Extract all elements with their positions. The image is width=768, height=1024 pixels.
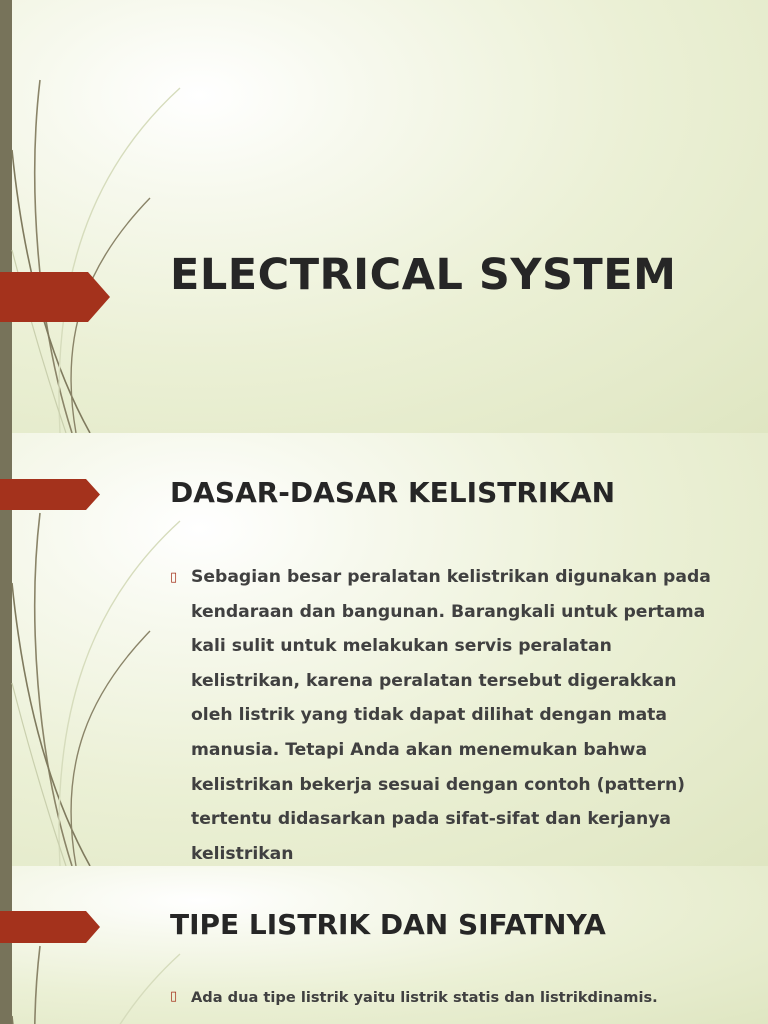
slide-heading: DASAR-DASAR KELISTRIKAN bbox=[170, 476, 616, 509]
accent-arrow-tag bbox=[0, 272, 110, 322]
bullet-box-icon: ▯ bbox=[170, 570, 178, 585]
accent-arrow-tag bbox=[0, 479, 100, 510]
slide-heading: TIPE LISTRIK DAN SIFATNYA bbox=[170, 908, 606, 941]
accent-arrow-tag bbox=[0, 911, 100, 943]
slide-title-electrical-system bbox=[0, 0, 768, 433]
bullet-text: Ada dua tipe listrik yaitu listrik statis dan listrikdinamis. bbox=[191, 989, 658, 1006]
bullet-item bbox=[170, 560, 720, 871]
bullet-box-icon: ▯ bbox=[170, 989, 178, 1004]
decorative-swoosh-lines bbox=[0, 0, 200, 433]
bullet-item bbox=[170, 985, 720, 1011]
slide-title: ELECTRICAL SYSTEM bbox=[170, 250, 677, 300]
bullet-text: Sebagian besar peralatan kelistrikan digunakan pada kendaraan dan bangunan. Barangkali untuk pertama kali sulit untuk melakukan servis peralatan kelistrikan, karena peralatan tersebut digerakkan oleh listrik yang tidak dapat dilihat dengan mata manusia. Tetapi Anda akan menemukan bahwa kelistrikan bekerja sesuai dengan contoh (pattern) tertentu didasarkan pada sifat-sifat dan kerjanya kelistrikan bbox=[191, 567, 711, 864]
